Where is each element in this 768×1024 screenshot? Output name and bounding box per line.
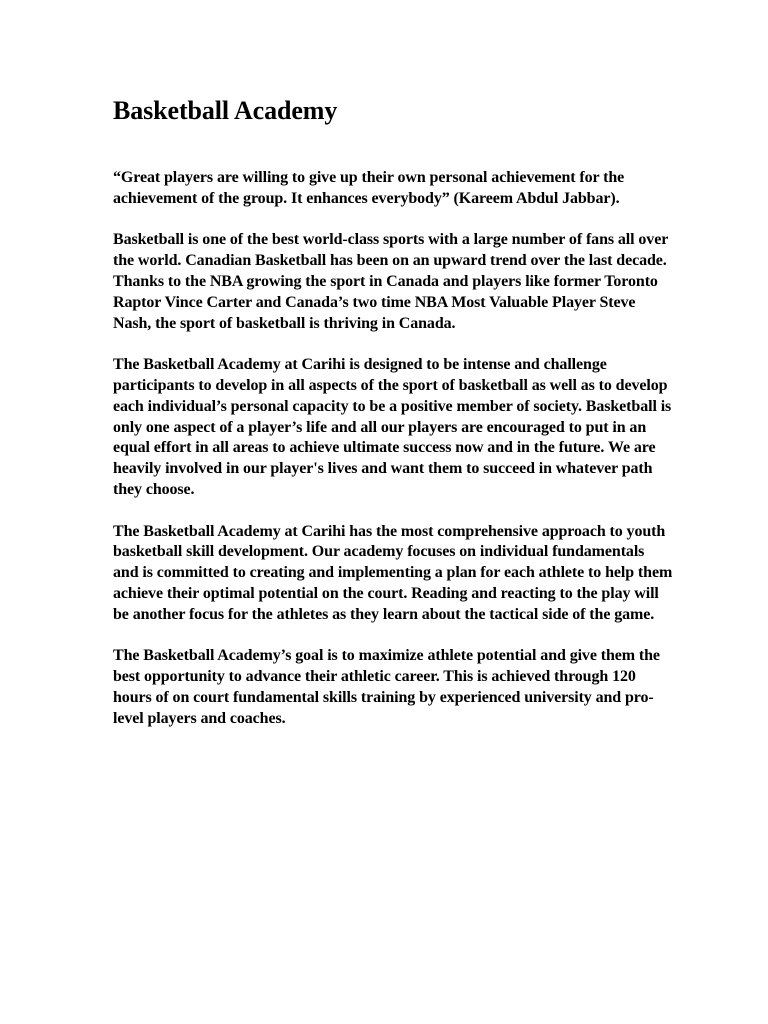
opening-quote: “Great players are willing to give up their own personal achievement for the achievement of the group. It enhances everybody” (Kareem Abdul Jabbar). (113, 169, 625, 207)
document-title: Basketball Academy (113, 96, 338, 125)
paragraph-academy-goal: The Basketball Academy’s goal is to maximize athlete potential and give them the best opportunity to advance their athletic career. This is achieved through 120 hours of on court fundamental skills training by experienced university and pro-level players and coaches. (113, 647, 660, 727)
paragraph-canadian-basketball: Basketball is one of the best world-class sports with a large number of fans all over the world. Canadian Basketball has been on an upward trend over the last decade. Thanks to the NBA growing the sport in Canada and players like former Toronto Raptor Vince Carter and Canada’s two time NBA Most Valuable Player Steve Nash, the sport of basketball is thriving in Canada. (113, 231, 668, 332)
document-body (113, 96, 673, 730)
paragraph-academy-design: The Basketball Academy at Carihi is designed to be intense and challenge participants to develop in all aspects of the sport of basketball as well as to develop each individual’s personal capacity to be a positive member of society. Basketball is only one aspect of a player’s life and all our players are encouraged to put in an equal effort in all areas to achieve ultimate success now and in the future. We are heavily involved in our player's lives and want them to succeed in whatever path they choose. (113, 356, 672, 498)
paragraph-skill-development: The Basketball Academy at Carihi has the most comprehensive approach to youth basketball skill development. Our academy focuses on individual fundamentals and is committed to creating and implementing a plan for each athlete to help them achieve their optimal potential on the court. Reading and reacting to the play will be another focus for the athletes as they learn about the tactical side of the game. (113, 522, 673, 623)
